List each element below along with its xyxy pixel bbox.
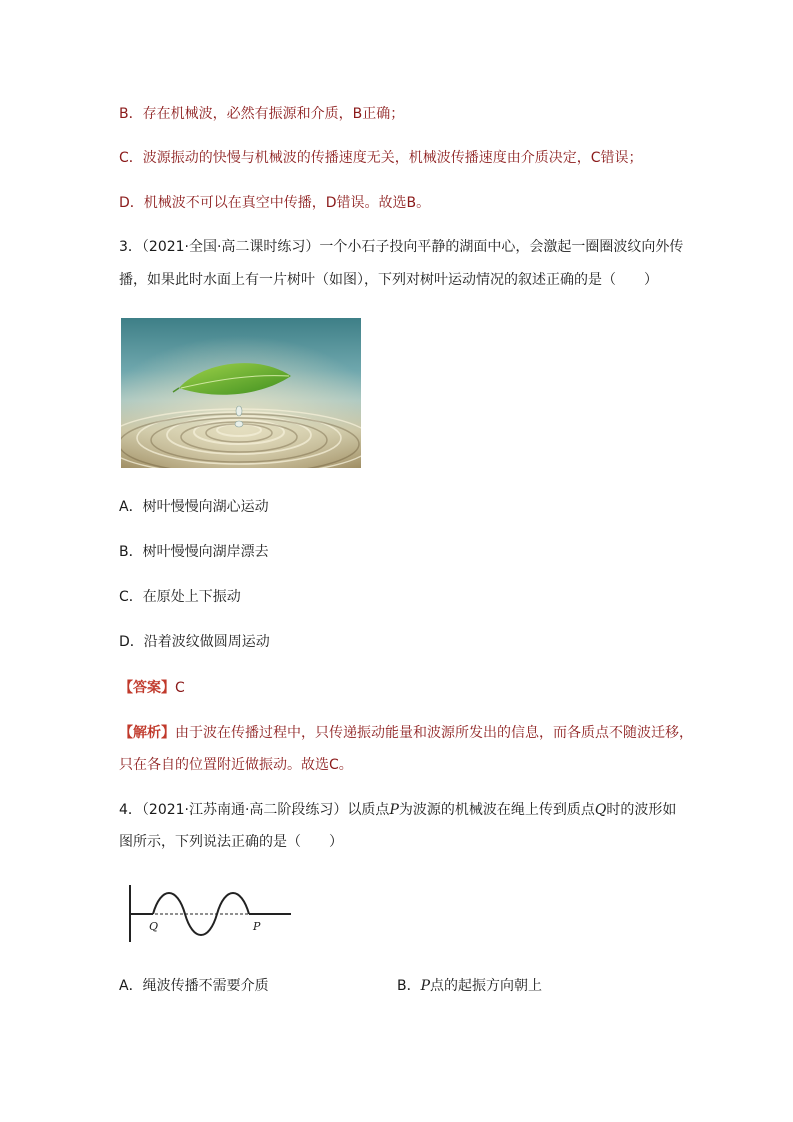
question-3-analysis-line-2: 只在各自的位置附近做振动。故选C。 xyxy=(119,757,353,773)
question-4-option-b xyxy=(397,976,542,996)
answer-value: C xyxy=(175,680,185,696)
solution-option-b: B．存在机械波，必然有振源和介质，B正确； xyxy=(119,106,405,122)
question-3-option-b: B．树叶慢慢向湖岸漂去 xyxy=(119,544,269,560)
option-b-point-p: P xyxy=(420,978,431,994)
question-3-option-d: D．沿着波纹做圆周运动 xyxy=(119,634,270,650)
question-4-text-c: 时的波形如 xyxy=(606,802,677,818)
leaf-on-water-photo xyxy=(121,318,361,468)
solution-option-c: C．波源振动的快慢与机械波的传播速度无关，机械波传播速度由介质决定，C错误； xyxy=(119,150,643,166)
question-4-text-a: 4．（2021·江苏南通·高二阶段练习）以质点 xyxy=(119,802,390,818)
question-4-line-2: 图所示，下列说法正确的是（ ） xyxy=(119,834,343,850)
option-b-text: 点的起振方向朝上 xyxy=(430,978,543,994)
question-3-line-2: 播，如果此时水面上有一片树叶（如图），下列对树叶运动情况的叙述正确的是（ ） xyxy=(119,272,658,288)
option-b-prefix: B． xyxy=(397,978,421,994)
question-3-option-a: A．树叶慢慢向湖心运动 xyxy=(119,499,269,515)
point-p-label: P xyxy=(389,802,399,818)
analysis-tag: 【解析】 xyxy=(119,725,175,741)
rope-wave-figure xyxy=(121,880,296,948)
question-3-analysis-line-1 xyxy=(119,723,693,743)
point-q-label: Q xyxy=(594,802,607,818)
question-4-option-a: A．绳波传播不需要介质 xyxy=(119,978,269,994)
question-4-text-b: 为波源的机械波在绳上传到质点 xyxy=(398,802,595,818)
question-4-line-1 xyxy=(119,800,676,820)
analysis-text-1: 由于波在传播过程中，只传递振动能量和波源所发出的信息，而各质点不随波迁移， xyxy=(175,725,693,741)
question-3-line-1: 3．（2021·全国·高二课时练习）一个小石子投向平静的湖面中心，会激起一圈圈波纹向外传 xyxy=(119,239,684,255)
answer-tag: 【答案】 xyxy=(119,680,175,696)
question-3-option-c: C．在原处上下振动 xyxy=(119,589,241,605)
question-3-answer xyxy=(119,678,185,698)
figure-label-q: Q xyxy=(149,920,159,933)
solution-option-d: D．机械波不可以在真空中传播，D错误。故选B。 xyxy=(119,195,431,211)
figure-label-p: P xyxy=(253,920,261,933)
